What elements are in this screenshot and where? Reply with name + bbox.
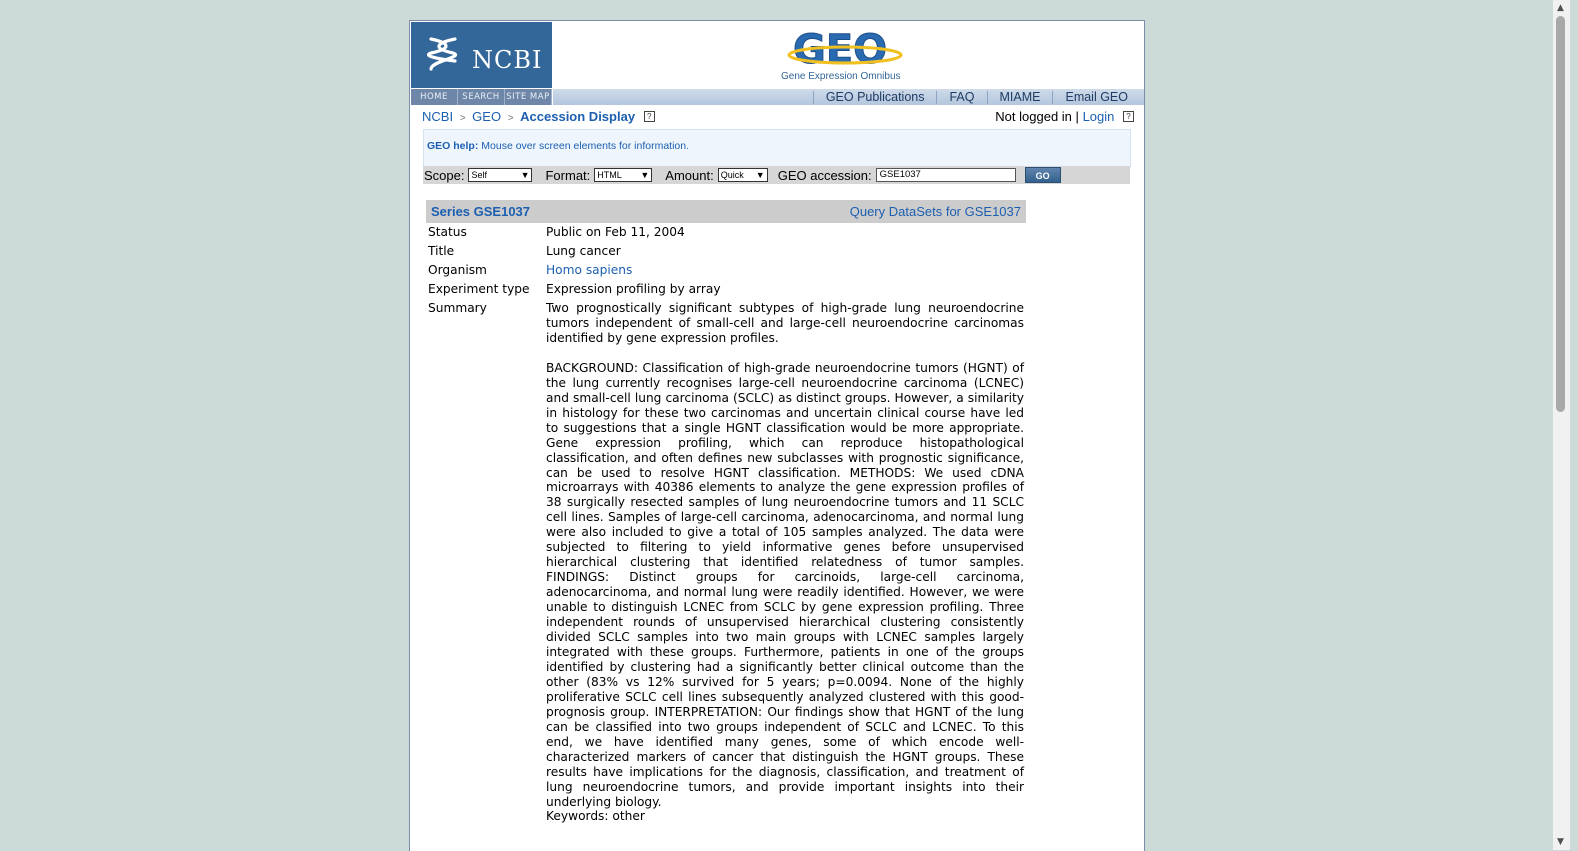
help-label: GEO help: xyxy=(427,140,479,152)
help-message xyxy=(427,140,689,152)
summary-value xyxy=(546,301,1024,824)
status-value: Public on Feb 11, 2004 xyxy=(546,225,685,239)
title-value: Lung cancer xyxy=(546,244,621,258)
nav-geo-publications[interactable]: GEO Publications xyxy=(813,91,937,104)
format-label: Format: xyxy=(545,167,591,183)
ncbi-logo-text: NCBI xyxy=(472,46,543,74)
summary-paragraph: BACKGROUND: Classification of high-grade neuroendocrine tumors (HGNT) of the lung currently recognises large-cell neuroendocrine carcinoma (LCNEC) and small-cell lung carcinoma (SCLC) as distinct groups. However, a similarity in histology for these two carcinomas and uncertain clinical course have led to suggestions that a single HGNT classification would be more appropriate. Gene expression profiling, which can reproduce histopathological classification, and often defines new subclasses with prognostic significance, can be used to resolve HGNT classification. METHODS: We used cDNA microarrays with 40386 elements to analyze the gene expression profiles of 38 surgically resected samples of lung neuroendocrine tumors and 11 SCLC cell lines. Samples of large-cell carcinoma, adenocarcinoma, and normal lung were also included to give a total of 105 samples analyzed. The data were subjected to filtering to yield informative genes before unsupervised hierarchical clustering that identified relatedness of tumor samples. FINDINGS: Distinct groups for carcinoids, large-cell carcinoma, adenocarcinoma, and normal lung were readily identified. However, we were unable to distinguish LCNEC from SCLC by gene expression profiling. Three independent rounds of unsupervised hierarchical clustering consistently divided SCLC samples into two main groups with LCNEC samples largely integrated with these groups. Furthermore, patients in one of the groups identified by clustering had a significantly better clinical outcome than the other (83% vs 12% survived for 5 years; p=0.0094. None of the highly proliferative SCLC cell lines subsequently analyzed clustered with this good-prognosis group. INTERPRETATION: Our findings show that HGNT of the lung can be classified into two groups independent of SCLC and LCNEC. To this end, we have identified many genes, some of which encode well-characterized markers of cancer that distinguish the HGNT groups. These results have implications for the diagnosis, classification, and treatment of lung neuroendocrine tumors, and provide important insights into their underlying biology. xyxy=(546,360,1024,809)
nav-home[interactable]: HOME xyxy=(411,89,458,105)
scroll-thumb[interactable] xyxy=(1556,16,1565,412)
amount-value: Quick xyxy=(720,170,744,180)
accession-label: GEO accession: xyxy=(777,167,872,183)
experiment-type-value: Expression profiling by array xyxy=(546,282,721,296)
breadcrumb-ncbi[interactable]: NCBI xyxy=(422,109,454,124)
format-select[interactable] xyxy=(594,168,652,182)
summary-label: Summary xyxy=(428,301,487,315)
dna-helix-icon xyxy=(425,35,461,75)
chevron-down-icon: ▼ xyxy=(640,170,650,180)
breadcrumb-separator: > xyxy=(507,113,514,124)
breadcrumb-geo[interactable]: GEO xyxy=(472,109,502,124)
ncbi-nav xyxy=(411,89,552,105)
geo-nav xyxy=(553,89,1144,105)
scroll-down-icon[interactable]: ▼ xyxy=(1557,837,1564,847)
title-label: Title xyxy=(428,244,455,258)
series-header xyxy=(426,200,1026,223)
status-label: Status xyxy=(428,225,467,239)
login-link[interactable]: Login xyxy=(1082,109,1115,124)
chevron-down-icon: ▼ xyxy=(755,170,765,180)
chevron-down-icon: ▼ xyxy=(520,170,530,180)
organism-link[interactable]: Homo sapiens xyxy=(546,263,633,277)
scope-select[interactable] xyxy=(468,168,532,182)
amount-select[interactable] xyxy=(718,168,768,182)
scrollbar[interactable] xyxy=(1553,0,1570,850)
summary-paragraph: Two prognostically significant subtypes of high-grade lung neuroendocrine tumors independent of small-cell and large-cell neuroendocrine carcinomas identified by gene expression profiles. xyxy=(546,301,1024,345)
breadcrumb-separator: > xyxy=(459,113,466,124)
nav-faq[interactable]: FAQ xyxy=(936,91,986,104)
ncbi-logo[interactable] xyxy=(411,22,553,88)
geo-subtitle: Gene Expression Omnibus xyxy=(781,71,901,82)
breadcrumb-accession-display[interactable]: Accession Display xyxy=(520,109,636,124)
login-area xyxy=(995,109,1134,124)
query-datasets-link[interactable]: Query DataSets for GSE1037 xyxy=(849,204,1021,219)
login-separator: | xyxy=(1075,109,1079,124)
help-text: Mouse over screen elements for information. xyxy=(481,140,690,152)
breadcrumb xyxy=(422,109,655,124)
scroll-up-icon[interactable]: ▲ xyxy=(1557,3,1564,13)
page-frame xyxy=(409,20,1145,851)
scope-label: Scope: xyxy=(424,167,465,183)
amount-label: Amount: xyxy=(665,167,714,183)
nav-site-map[interactable]: SITE MAP xyxy=(505,89,552,105)
accession-toolbar xyxy=(423,166,1130,184)
experiment-type-label: Experiment type xyxy=(428,282,530,296)
series-title: Series GSE1037 xyxy=(431,204,531,219)
scope-value: Self xyxy=(471,170,487,180)
help-icon[interactable]: ? xyxy=(1123,111,1134,122)
accession-input[interactable]: GSE1037 xyxy=(876,168,1016,182)
organism-label: Organism xyxy=(428,263,487,277)
format-value: HTML xyxy=(597,170,622,180)
keywords: Keywords: other xyxy=(546,809,645,824)
nav-email-geo[interactable]: Email GEO xyxy=(1052,91,1144,104)
go-button[interactable]: GO xyxy=(1025,167,1061,183)
geo-logo[interactable] xyxy=(787,25,907,71)
help-icon[interactable]: ? xyxy=(644,111,655,122)
login-status: Not logged in xyxy=(995,109,1072,124)
nav-miame[interactable]: MIAME xyxy=(987,91,1053,104)
help-box xyxy=(423,129,1131,167)
nav-search[interactable]: SEARCH xyxy=(458,89,505,105)
geo-logo-text: GEO xyxy=(793,27,888,71)
geo-banner xyxy=(553,21,1144,90)
